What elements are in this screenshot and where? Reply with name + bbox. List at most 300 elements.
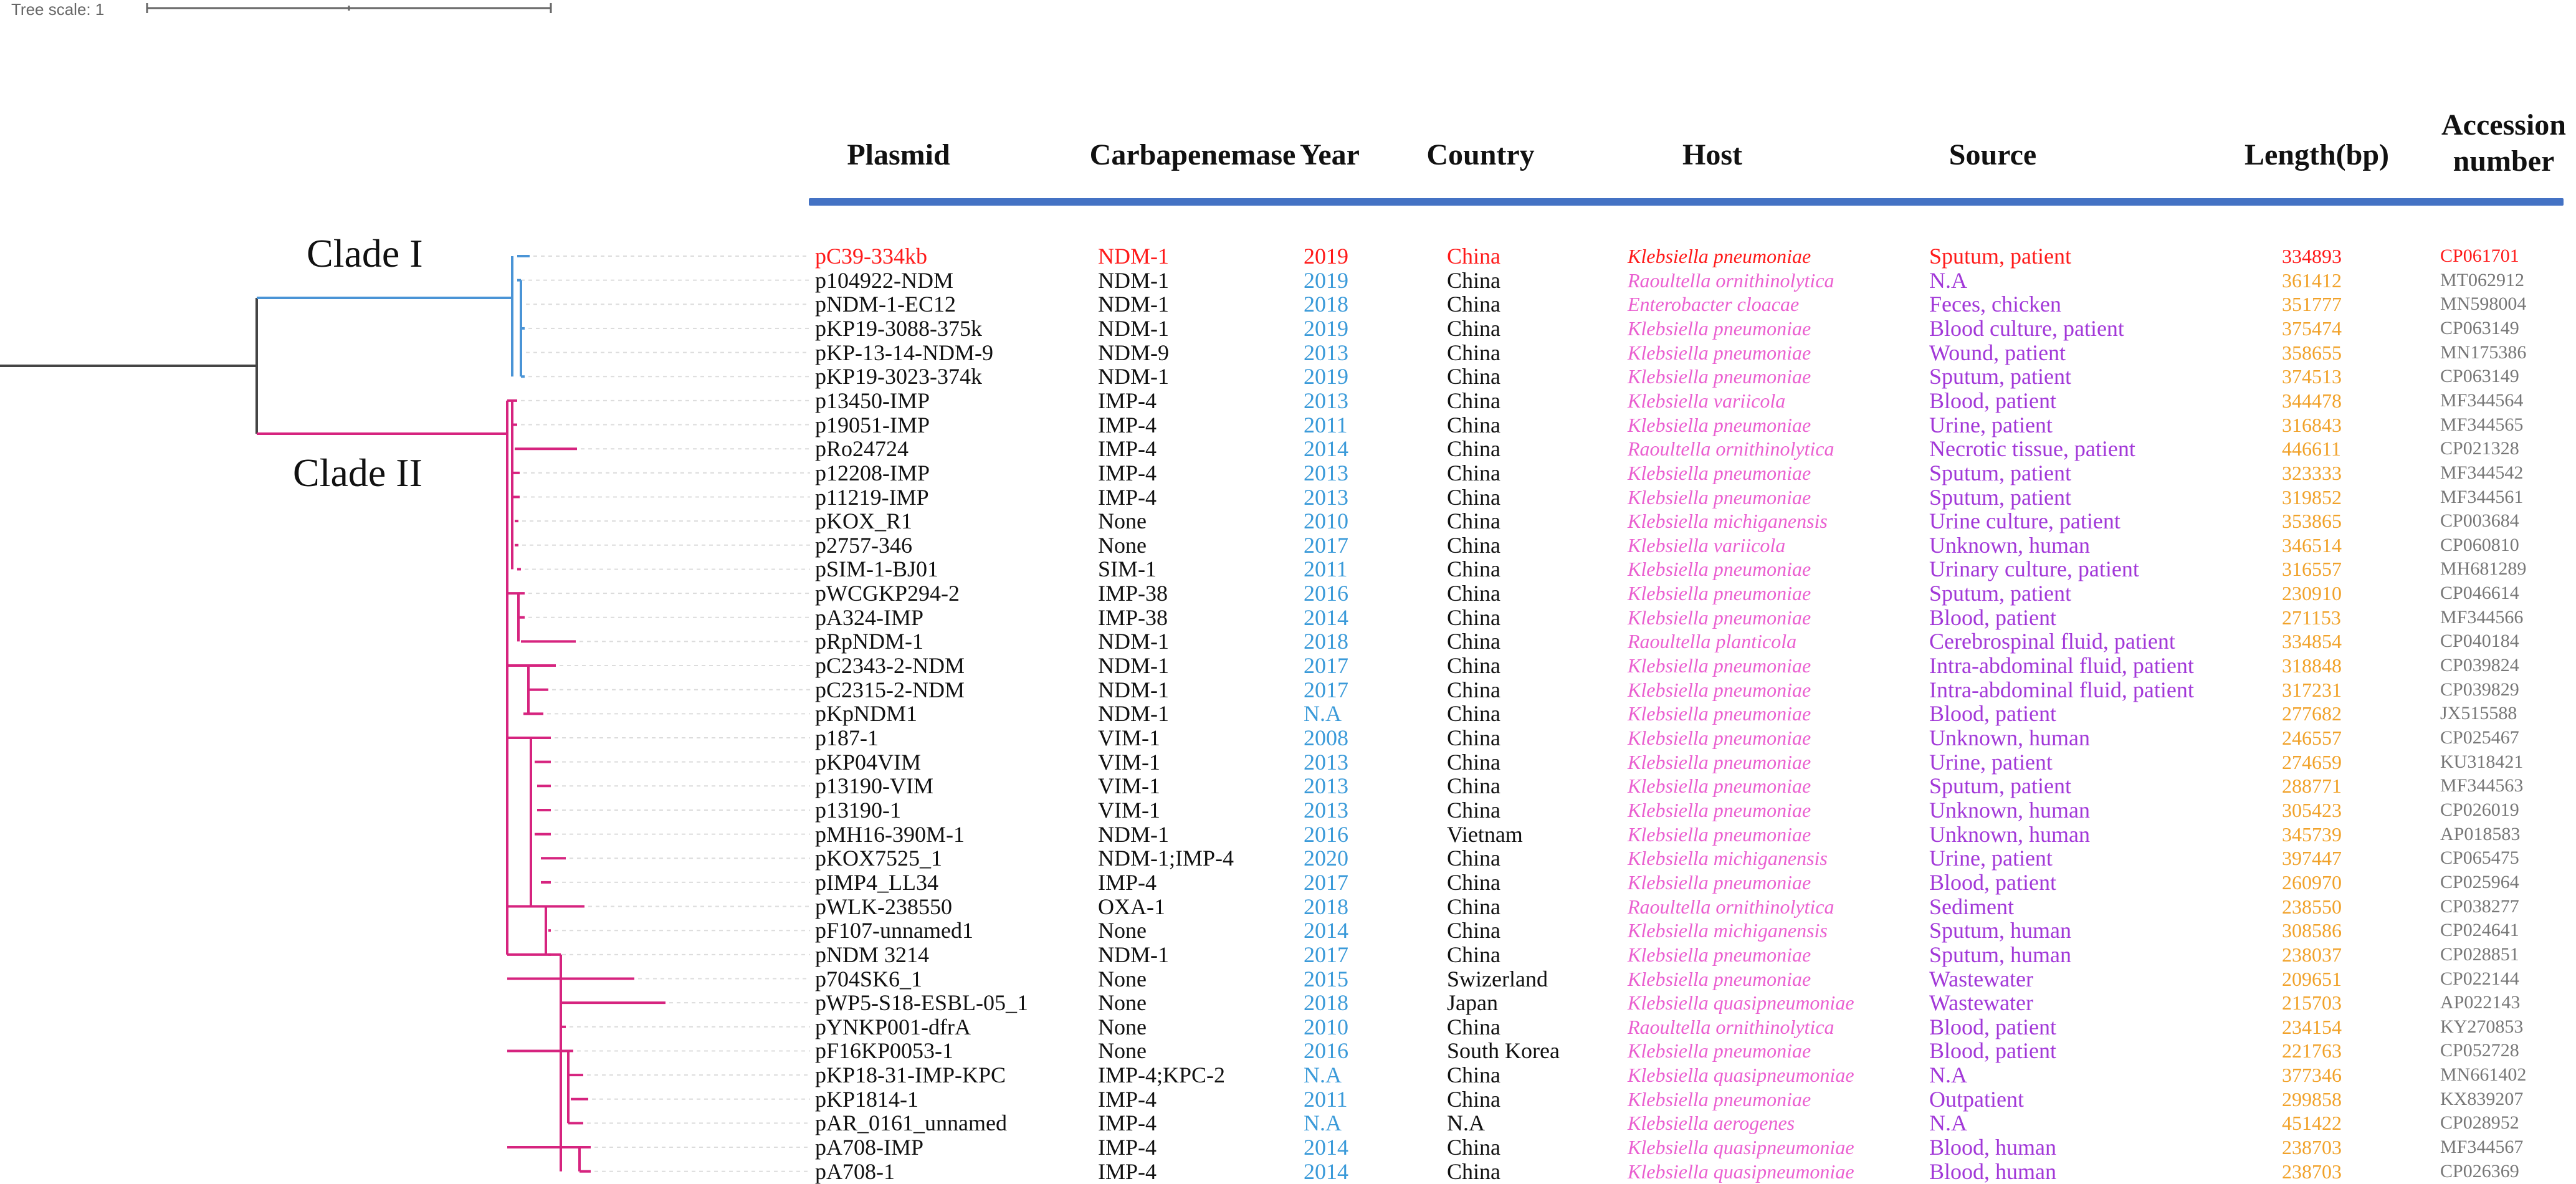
cell-accession: CP025964 [2440, 871, 2519, 892]
header-accession-line2: number [2453, 144, 2555, 178]
cell-length: 351777 [2282, 293, 2342, 316]
cell-length: 209651 [2282, 967, 2342, 990]
cell-length: 374513 [2282, 365, 2342, 388]
cell-host: Enterobacter cloacae [1628, 293, 1800, 316]
cell-country: N.A [1447, 1110, 1485, 1136]
cell-plasmid: pWP5-S18-ESBL-05_1 [815, 990, 1028, 1016]
cell-length: 346514 [2282, 533, 2342, 556]
cell-year: 2019 [1304, 244, 1348, 269]
cell-year: 2013 [1304, 484, 1348, 510]
cell-host: Klebsiella pneumoniae [1628, 413, 1811, 436]
cell-accession: CP060810 [2440, 534, 2519, 555]
cell-country: China [1447, 460, 1500, 485]
cell-carbapenemase: NDM-1 [1098, 677, 1169, 702]
cell-carbapenemase: None [1098, 1038, 1147, 1064]
cell-carbapenemase: None [1098, 1014, 1147, 1039]
cell-plasmid: p704SK6_1 [815, 966, 923, 991]
cell-source: Urinary culture, patient [1929, 556, 2139, 582]
cell-country: China [1447, 604, 1500, 630]
cell-accession: CP026019 [2440, 799, 2519, 820]
cell-accession: JX515588 [2440, 703, 2517, 724]
cell-length: 238703 [2282, 1136, 2342, 1159]
cell-year: 2011 [1304, 1086, 1348, 1112]
cell-carbapenemase: VIM-1 [1098, 797, 1160, 823]
cell-source: Blood, patient [1929, 701, 2056, 727]
cell-country: China [1447, 725, 1500, 750]
cell-country: South Korea [1447, 1038, 1560, 1064]
cell-country: China [1447, 797, 1500, 823]
cell-year: 2019 [1304, 315, 1348, 341]
cell-source: Unknown, human [1929, 532, 2090, 558]
cell-host: Klebsiella pneumoniae [1628, 727, 1811, 749]
table-row [0, 1111, 2576, 1135]
cell-host: Klebsiella pneumoniae [1628, 967, 1811, 990]
cell-accession: AP022143 [2440, 992, 2521, 1013]
cell-plasmid: pNDM 3214 [815, 942, 930, 967]
cell-accession: MF344566 [2440, 606, 2524, 628]
cell-plasmid: p13190-VIM [815, 773, 933, 799]
cell-plasmid: p19051-IMP [815, 412, 930, 437]
cell-country: China [1447, 436, 1500, 462]
cell-country: China [1447, 942, 1500, 967]
cell-source: N.A [1929, 1062, 1967, 1088]
cell-carbapenemase: IMP-4 [1098, 1086, 1157, 1112]
cell-plasmid: pKP-13-14-NDM-9 [815, 340, 993, 365]
cell-country: China [1447, 340, 1500, 365]
cell-accession: CP025467 [2440, 727, 2519, 748]
cell-source: Sputum, human [1929, 918, 2072, 943]
cell-source: Sputum, patient [1929, 581, 2071, 606]
cell-host: Klebsiella pneumoniae [1628, 775, 1811, 798]
cell-country: China [1447, 1086, 1500, 1112]
cell-plasmid: pNDM-1-EC12 [815, 292, 956, 317]
table-row [0, 967, 2576, 991]
cell-carbapenemase: None [1098, 918, 1147, 943]
cell-country: China [1447, 749, 1500, 775]
cell-source: Unknown, human [1929, 821, 2090, 847]
cell-carbapenemase: IMP-4 [1098, 460, 1157, 485]
cell-host: Raoultella ornithinolytica [1628, 269, 1834, 292]
cell-carbapenemase: IMP-4;KPC-2 [1098, 1062, 1226, 1088]
header-length: Length(bp) [2244, 138, 2390, 171]
cell-year: 2016 [1304, 581, 1348, 606]
cell-length: 375474 [2282, 317, 2342, 340]
cell-year: 2013 [1304, 773, 1348, 799]
cell-year: 2008 [1304, 725, 1348, 750]
cell-length: 271153 [2282, 606, 2341, 629]
table-row [0, 1039, 2576, 1062]
cell-length: 234154 [2282, 1015, 2342, 1038]
cell-host: Klebsiella pneumoniae [1628, 317, 1811, 340]
cell-plasmid: pSIM-1-BJ01 [815, 556, 939, 582]
cell-plasmid: pWCGKP294-2 [815, 581, 960, 606]
cell-carbapenemase: IMP-4 [1098, 1158, 1157, 1184]
cell-host: Klebsiella pneumoniae [1628, 245, 1811, 267]
cell-carbapenemase: NDM-1 [1098, 315, 1169, 341]
cell-host: Klebsiella pneumoniae [1628, 943, 1811, 966]
cell-carbapenemase: None [1098, 990, 1147, 1016]
cell-plasmid: pMH16-390M-1 [815, 821, 965, 847]
cell-source: Sputum, human [1929, 942, 2072, 967]
cell-year: 2017 [1304, 942, 1348, 967]
cell-year: 2018 [1304, 990, 1348, 1016]
cell-length: 451422 [2282, 1112, 2342, 1135]
cell-accession: MN661402 [2440, 1064, 2527, 1086]
cell-accession: MF344567 [2440, 1137, 2524, 1158]
cell-year: 2017 [1304, 677, 1348, 702]
cell-accession: KY270853 [2440, 1016, 2524, 1037]
cell-host: Klebsiella pneumoniae [1628, 798, 1811, 821]
cell-carbapenemase: None [1098, 532, 1147, 558]
cell-length: 274659 [2282, 750, 2342, 773]
table-row [0, 823, 2576, 846]
header-plasmid: Plasmid [847, 138, 950, 171]
cell-carbapenemase: VIM-1 [1098, 725, 1160, 750]
cell-length: 238550 [2282, 895, 2342, 918]
cell-plasmid: pC2343-2-NDM [815, 653, 965, 679]
cell-accession: KX839207 [2440, 1088, 2524, 1109]
cell-host: Raoultella planticola [1628, 630, 1797, 653]
cell-country: China [1447, 1014, 1500, 1039]
cell-carbapenemase: NDM-9 [1098, 340, 1169, 365]
cell-accession: CP039829 [2440, 679, 2519, 700]
cell-source: Cerebrospinal fluid, patient [1929, 629, 2175, 654]
cell-source: N.A [1929, 1110, 1967, 1136]
cell-length: 246557 [2282, 727, 2342, 749]
cell-accession: CP040184 [2440, 631, 2519, 652]
cell-plasmid: pRo24724 [815, 436, 909, 462]
cell-accession: MF344561 [2440, 486, 2524, 507]
cell-year: 2014 [1304, 604, 1348, 630]
cell-plasmid: pAR_0161_unnamed [815, 1110, 1007, 1136]
cell-source: Urine, patient [1929, 749, 2053, 775]
header-accession-line1: Accession [2441, 108, 2566, 141]
cell-length: 345739 [2282, 823, 2342, 846]
cell-plasmid: pC39-334kb [815, 244, 927, 269]
cell-year: 2014 [1304, 918, 1348, 943]
cell-plasmid: pKP04VIM [815, 749, 922, 775]
cell-source: Sputum, patient [1929, 364, 2071, 389]
cell-length: 230910 [2282, 582, 2342, 605]
cell-source: Urine, patient [1929, 846, 2053, 871]
table-row [0, 292, 2576, 316]
cell-year: 2013 [1304, 797, 1348, 823]
cell-length: 316557 [2282, 558, 2342, 581]
cell-source: Blood, patient [1929, 1038, 2056, 1064]
cell-country: China [1447, 1135, 1500, 1160]
cell-accession: CP038277 [2440, 895, 2519, 917]
cell-length: 446611 [2282, 437, 2341, 461]
cell-plasmid: pKP1814-1 [815, 1086, 919, 1112]
cell-accession: CP052728 [2440, 1040, 2519, 1061]
table-row [0, 533, 2576, 557]
table-row [0, 1063, 2576, 1087]
table-row [0, 1015, 2576, 1039]
cell-accession: MH681289 [2440, 558, 2527, 580]
cell-plasmid: pKP19-3023-374k [815, 364, 982, 389]
cell-year: 2016 [1304, 821, 1348, 847]
cell-country: Vietnam [1447, 821, 1523, 847]
cell-accession: AP018583 [2440, 823, 2521, 844]
cell-host: Klebsiella quasipneumoniae [1628, 1160, 1854, 1183]
cell-length: 344478 [2282, 389, 2342, 412]
cell-carbapenemase: NDM-1 [1098, 292, 1169, 317]
cell-year: N.A [1304, 1110, 1342, 1136]
cell-country: China [1447, 484, 1500, 510]
table-row [0, 581, 2576, 605]
table-row [0, 846, 2576, 870]
cell-year: 2017 [1304, 532, 1348, 558]
cell-accession: MT062912 [2440, 269, 2524, 290]
cell-length: 323333 [2282, 461, 2342, 484]
table-row [0, 991, 2576, 1015]
cell-carbapenemase: None [1098, 508, 1147, 534]
cell-year: N.A [1304, 701, 1342, 727]
table-row [0, 413, 2576, 437]
cell-year: 2013 [1304, 460, 1348, 485]
cell-source: N.A [1929, 267, 1967, 293]
cell-source: Wastewater [1929, 966, 2034, 991]
cell-carbapenemase: SIM-1 [1098, 556, 1157, 582]
cell-source: Wastewater [1929, 990, 2034, 1016]
cell-host: Klebsiella quasipneumoniae [1628, 1136, 1854, 1159]
cell-source: Intra-abdominal fluid, patient [1929, 653, 2194, 679]
cell-length: 299858 [2282, 1087, 2342, 1110]
cell-carbapenemase: NDM-1 [1098, 364, 1169, 389]
cell-year: 2010 [1304, 1014, 1348, 1039]
cell-host: Klebsiella pneumoniae [1628, 582, 1811, 605]
cell-accession: CP039824 [2440, 655, 2519, 676]
cell-host: Klebsiella pneumoniae [1628, 1039, 1811, 1062]
cell-source: Unknown, human [1929, 725, 2090, 750]
cell-carbapenemase: OXA-1 [1098, 894, 1165, 919]
cell-country: China [1447, 388, 1500, 413]
cell-country: China [1447, 292, 1500, 317]
cell-host: Klebsiella aerogenes [1628, 1112, 1795, 1135]
table-row [0, 389, 2576, 413]
table-row [0, 269, 2576, 292]
cell-accession: CP028952 [2440, 1112, 2519, 1134]
cell-accession: CP061701 [2440, 246, 2519, 266]
cell-host: Klebsiella pneumoniae [1628, 1087, 1811, 1110]
cell-accession: CP028851 [2440, 943, 2519, 965]
cell-year: 2013 [1304, 340, 1348, 365]
cell-accession: CP024641 [2440, 920, 2519, 941]
cell-carbapenemase: VIM-1 [1098, 773, 1160, 799]
cell-year: 2017 [1304, 653, 1348, 679]
cell-length: 215703 [2282, 991, 2342, 1015]
cell-carbapenemase: IMP-4 [1098, 1135, 1157, 1160]
cell-host: Klebsiella pneumoniae [1628, 823, 1811, 846]
cell-source: Urine, patient [1929, 412, 2053, 437]
cell-carbapenemase: VIM-1 [1098, 749, 1160, 775]
cell-plasmid: pA708-1 [815, 1158, 895, 1184]
cell-host: Klebsiella pneumoniae [1628, 678, 1811, 701]
cell-length: 334854 [2282, 630, 2342, 653]
cell-country: China [1447, 532, 1500, 558]
table-row [0, 895, 2576, 919]
cell-accession: MF344542 [2440, 462, 2524, 483]
cell-accession: MF344565 [2440, 414, 2524, 435]
table-row [0, 557, 2576, 581]
table-row [0, 702, 2576, 725]
cell-length: 397447 [2282, 847, 2342, 870]
cell-country: China [1447, 677, 1500, 702]
cell-host: Klebsiella pneumoniae [1628, 485, 1811, 508]
cell-carbapenemase: NDM-1 [1098, 653, 1169, 679]
cell-carbapenemase: NDM-1 [1098, 701, 1169, 727]
cell-length: 238037 [2282, 943, 2342, 966]
cell-source: Urine culture, patient [1929, 508, 2120, 534]
cell-accession: CP021328 [2440, 438, 2519, 459]
cell-plasmid: pKOX7525_1 [815, 846, 942, 871]
cell-carbapenemase: NDM-1 [1098, 942, 1169, 967]
cell-country: China [1447, 1062, 1500, 1088]
cell-plasmid: pA324-IMP [815, 604, 924, 630]
cell-source: Blood, patient [1929, 388, 2056, 413]
cell-year: 2010 [1304, 508, 1348, 534]
cell-host: Raoultella ornithinolytica [1628, 437, 1834, 461]
cell-length: 305423 [2282, 798, 2342, 821]
cell-length: 377346 [2282, 1064, 2342, 1087]
table-row [0, 654, 2576, 677]
cell-source: Intra-abdominal fluid, patient [1929, 677, 2194, 702]
cell-source: Sputum, patient [1929, 773, 2071, 799]
cell-host: Klebsiella pneumoniae [1628, 558, 1811, 581]
cell-accession: CP003684 [2440, 510, 2519, 532]
cell-host: Klebsiella pneumoniae [1628, 461, 1811, 484]
cell-year: 2011 [1304, 412, 1348, 437]
cell-carbapenemase: IMP-4 [1098, 1110, 1157, 1136]
cell-plasmid: p11219-IMP [815, 484, 929, 510]
cell-source: Sputum, patient [1929, 244, 2071, 269]
table-row [0, 1160, 2576, 1183]
cell-plasmid: pA708-IMP [815, 1135, 924, 1160]
cell-country: China [1447, 869, 1500, 895]
cell-host: Klebsiella quasipneumoniae [1628, 991, 1854, 1015]
cell-length: 316843 [2282, 413, 2342, 436]
table-row [0, 485, 2576, 509]
header-carbapenemase: Carbapenemase [1089, 138, 1296, 171]
cell-country: China [1447, 556, 1500, 582]
cell-length: 319852 [2282, 485, 2342, 508]
cell-length: 277682 [2282, 702, 2342, 725]
cell-country: China [1447, 653, 1500, 679]
cell-year: 2013 [1304, 388, 1348, 413]
cell-host: Klebsiella variicola [1628, 533, 1786, 556]
cell-plasmid: pKP19-3088-375k [815, 315, 982, 341]
table-row [0, 750, 2576, 774]
cell-carbapenemase: IMP-4 [1098, 436, 1157, 462]
cell-country: China [1447, 581, 1500, 606]
cell-country: China [1447, 412, 1500, 437]
cell-plasmid: p13190-1 [815, 797, 901, 823]
table-row [0, 1087, 2576, 1111]
cell-carbapenemase: IMP-4 [1098, 412, 1157, 437]
cell-host: Klebsiella quasipneumoniae [1628, 1064, 1854, 1087]
cell-length: 288771 [2282, 775, 2342, 798]
cell-length: 317231 [2282, 678, 2342, 701]
cell-source: Necrotic tissue, patient [1929, 436, 2135, 462]
table-row [0, 437, 2576, 461]
cell-country: Japan [1447, 990, 1498, 1016]
cell-carbapenemase: NDM-1 [1098, 821, 1169, 847]
cell-country: China [1447, 315, 1500, 341]
cell-country: China [1447, 894, 1500, 919]
cell-country: China [1447, 1158, 1500, 1184]
cell-accession: MF344563 [2440, 775, 2524, 796]
cell-length: 308586 [2282, 919, 2342, 942]
cell-plasmid: p104922-NDM [815, 267, 953, 293]
cell-host: Klebsiella michiganensis [1628, 847, 1828, 870]
cell-accession: CP022144 [2440, 968, 2519, 989]
cell-host: Klebsiella pneumoniae [1628, 654, 1811, 677]
cell-accession: MN175386 [2440, 341, 2527, 363]
cell-country: Swizerland [1447, 966, 1548, 991]
table-row [0, 509, 2576, 533]
cell-host: Klebsiella variicola [1628, 389, 1786, 412]
cell-plasmid: pC2315-2-NDM [815, 677, 965, 702]
cell-accession: CP065475 [2440, 847, 2519, 869]
table-row [0, 341, 2576, 365]
table-row [0, 365, 2576, 388]
cell-length: 221763 [2282, 1039, 2342, 1062]
cell-accession: MN598004 [2440, 294, 2527, 315]
cell-accession: CP046614 [2440, 583, 2519, 604]
cell-year: 2014 [1304, 436, 1348, 462]
cell-year: 2019 [1304, 267, 1348, 293]
cell-carbapenemase: IMP-4 [1098, 484, 1157, 510]
table-row [0, 244, 2576, 268]
table-row [0, 919, 2576, 942]
table-row [0, 774, 2576, 798]
table-row [0, 317, 2576, 340]
cell-host: Raoultella ornithinolytica [1628, 1015, 1834, 1038]
cell-plasmid: pF107-unnamed1 [815, 918, 973, 943]
cell-plasmid: p2757-346 [815, 532, 912, 558]
cell-source: Feces, chicken [1929, 292, 2061, 317]
table-row [0, 798, 2576, 822]
cell-plasmid: pWLK-238550 [815, 894, 952, 919]
cell-accession: MF344564 [2440, 389, 2524, 411]
cell-host: Klebsiella michiganensis [1628, 510, 1828, 533]
cell-country: China [1447, 846, 1500, 871]
cell-year: 2018 [1304, 894, 1348, 919]
cell-host: Klebsiella pneumoniae [1628, 341, 1811, 364]
cell-length: 353865 [2282, 510, 2342, 533]
cell-plasmid: p13450-IMP [815, 388, 930, 413]
table-row [0, 461, 2576, 485]
cell-plasmid: pYNKP001-dfrA [815, 1014, 971, 1039]
cell-year: 2018 [1304, 292, 1348, 317]
cell-country: China [1447, 267, 1500, 293]
cell-accession: CP063149 [2440, 317, 2519, 338]
cell-length: 238703 [2282, 1160, 2342, 1183]
cell-plasmid: pKP18-31-IMP-KPC [815, 1062, 1006, 1088]
cell-source: Outpatient [1929, 1086, 2024, 1112]
cell-source: Blood, patient [1929, 1014, 2056, 1039]
cell-host: Klebsiella pneumoniae [1628, 871, 1811, 894]
table-row [0, 1135, 2576, 1159]
cell-carbapenemase: IMP-4 [1098, 388, 1157, 413]
table-row [0, 606, 2576, 629]
cell-year: 2017 [1304, 869, 1348, 895]
cell-source: Wound, patient [1929, 340, 2066, 365]
cell-year: 2014 [1304, 1158, 1348, 1184]
cell-year: 2016 [1304, 1038, 1348, 1064]
cell-plasmid: pRpNDM-1 [815, 629, 924, 654]
cell-source: Sputum, patient [1929, 460, 2071, 485]
